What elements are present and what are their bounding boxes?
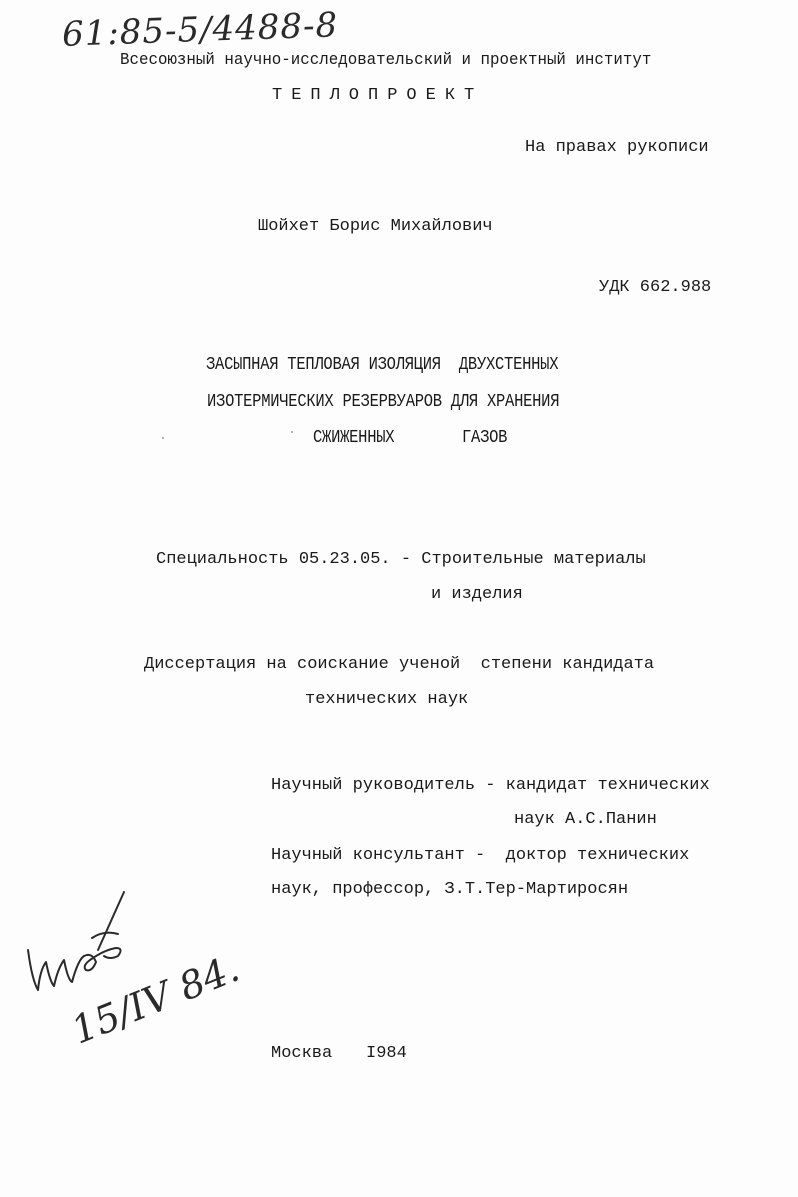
consultant-line-2: наук, профессор, З.Т.Тер-Мартиросян bbox=[271, 880, 629, 899]
degree-line-2: технических наук bbox=[305, 690, 469, 709]
city: Москва bbox=[271, 1044, 333, 1063]
manuscript-rights: На правах рукописи bbox=[525, 138, 709, 157]
supervisor-line-1: Научный руководитель - кандидат технических bbox=[271, 776, 710, 795]
scan-speck bbox=[291, 431, 293, 433]
specialty-line-2: и изделия bbox=[431, 585, 523, 604]
handwritten-signature bbox=[20, 890, 246, 1053]
consultant-line-1: Научный консультант - доктор технических bbox=[271, 846, 690, 865]
title-line-3a: СЖИЖЕННЫХ bbox=[313, 428, 395, 448]
year: I984 bbox=[366, 1044, 407, 1063]
scan-speck bbox=[162, 437, 164, 439]
title-line-2: ИЗОТЕРМИЧЕСКИХ РЕЗЕРВУАРОВ ДЛЯ ХРАНЕНИЯ bbox=[207, 392, 560, 412]
handwritten-date: 15/IV 84. bbox=[65, 945, 246, 1053]
archive-number: 61:85-5/4488-8 bbox=[61, 5, 339, 55]
institute-short-name: ТЕПЛОПРОЕКТ bbox=[272, 86, 484, 105]
supervisor-line-2: наук А.С.Панин bbox=[514, 810, 657, 829]
degree-line-1: Диссертация на соискание ученой степени кандидата bbox=[144, 655, 655, 674]
title-line-1: ЗАСЫПНАЯ ТЕПЛОВАЯ ИЗОЛЯЦИЯ ДВУХСТЕННЫХ bbox=[206, 355, 559, 375]
title-line-3b: ГАЗОВ bbox=[462, 428, 508, 448]
author-name: Шойхет Борис Михайлович bbox=[258, 217, 493, 236]
specialty-line-1: Специальность 05.23.05. - Строительные материалы bbox=[156, 550, 646, 569]
udc-code: УДК 662.988 bbox=[599, 278, 712, 297]
institute-name: Всесоюзный научно-исследовательский и проектный институт bbox=[120, 51, 652, 70]
